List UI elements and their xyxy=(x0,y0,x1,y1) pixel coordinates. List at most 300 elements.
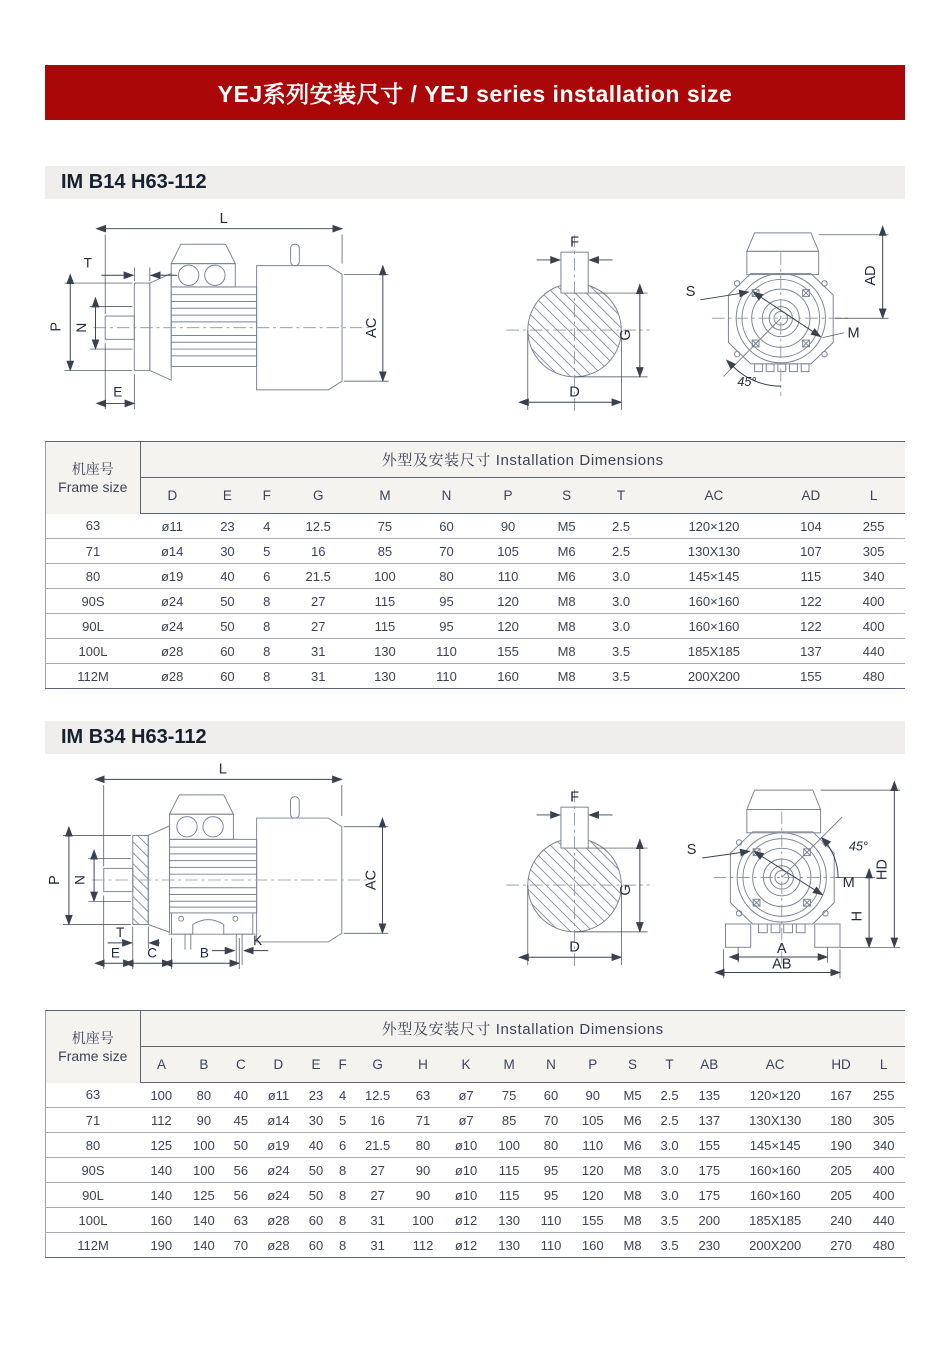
dim-cell: 160 xyxy=(477,664,540,689)
dim-cell: 3.5 xyxy=(594,639,648,664)
column-header-E: E xyxy=(204,478,250,514)
dim-cell: M8 xyxy=(614,1183,651,1208)
table-row xyxy=(46,1083,906,1108)
dim-label-AC: AC xyxy=(363,869,380,891)
dim-cell: 115 xyxy=(354,614,417,639)
dim-cell: ø14 xyxy=(140,539,204,564)
dim-cell: 8 xyxy=(332,1158,354,1183)
dim-cell: 130 xyxy=(488,1208,531,1233)
dim-cell: 175 xyxy=(688,1158,731,1183)
table-row xyxy=(46,514,906,539)
dim-cell: 2.5 xyxy=(651,1108,688,1133)
motor-face-outline xyxy=(712,233,850,396)
dim-cell: M5 xyxy=(623,1087,642,1103)
column-header-A: A xyxy=(140,1047,183,1083)
dim-cell: 30 xyxy=(300,1108,331,1133)
dim-cell: 135 xyxy=(698,1087,721,1103)
dim-cell: 155 xyxy=(572,1208,615,1233)
dim-cell: 70 xyxy=(530,1108,571,1133)
dim-cell: 175 xyxy=(688,1183,731,1208)
dim-cell: 190 xyxy=(820,1133,863,1158)
dim-cell: 95 xyxy=(530,1183,571,1208)
dim-cell: ø7 xyxy=(458,1087,474,1103)
dim-label-B: B xyxy=(199,945,209,961)
dim-label-M: M xyxy=(847,325,860,342)
dim-cell: M8 xyxy=(539,589,593,614)
dim-cell: 60 xyxy=(300,1233,331,1258)
dim-label-D: D xyxy=(569,384,580,401)
dim-cell: 70 xyxy=(416,539,476,564)
dim-cell: 400 xyxy=(842,614,905,639)
dim-cell: 60 xyxy=(543,1087,559,1103)
column-header-HD: HD xyxy=(820,1047,863,1083)
dim-cell: 155 xyxy=(688,1133,731,1158)
dim-cell: M8 xyxy=(614,1158,651,1183)
frame-size-cell: 100L xyxy=(46,1208,141,1233)
dim-cell: 8 xyxy=(332,1183,354,1208)
frame-size-cell: 112M xyxy=(46,1233,141,1258)
frame-size-header-zh: 机座号 xyxy=(71,1029,114,1046)
b14-front-view-drawing xyxy=(677,205,905,415)
b14-side-view-drawing xyxy=(45,205,477,431)
dim-cell: 30 xyxy=(204,539,250,564)
dim-cell: 400 xyxy=(862,1158,905,1183)
b34-dimensions-table xyxy=(45,1010,905,1258)
column-header-T: T xyxy=(594,478,648,514)
dim-cell: 100 xyxy=(150,1087,173,1103)
dim-cell: 4 xyxy=(339,1087,347,1103)
column-header-D: D xyxy=(140,478,204,514)
dim-cell: 120 xyxy=(572,1158,615,1183)
dim-cell: 3.0 xyxy=(594,589,648,614)
dim-cell: 110 xyxy=(416,639,476,664)
dim-cell: 185X185 xyxy=(731,1208,820,1233)
dim-label-N: N xyxy=(72,875,88,885)
dim-cell: ø10 xyxy=(444,1158,488,1183)
column-header-F: F xyxy=(332,1047,354,1083)
dim-cell: 40 xyxy=(233,1087,249,1103)
dim-cell: ø24 xyxy=(257,1183,301,1208)
dim-label-E: E xyxy=(113,384,123,400)
section-heading-b14: IM B14 H63-112 xyxy=(45,166,905,199)
b34-front-view-drawing xyxy=(677,760,905,990)
column-header-N: N xyxy=(530,1047,571,1083)
column-header-M: M xyxy=(354,478,417,514)
dim-cell: 305 xyxy=(842,539,905,564)
dim-cell: 400 xyxy=(862,1183,905,1208)
column-header-C: C xyxy=(225,1047,256,1083)
dim-cell: ø7 xyxy=(444,1108,488,1133)
dim-cell: 60 xyxy=(439,518,454,534)
dim-cell: 105 xyxy=(572,1108,615,1133)
dim-cell: 56 xyxy=(225,1183,256,1208)
dim-label-G: G xyxy=(618,329,635,341)
dim-cell: 125 xyxy=(140,1133,183,1158)
dim-cell: M6 xyxy=(539,539,593,564)
dim-cell: 130 xyxy=(354,639,417,664)
table-row xyxy=(46,564,906,589)
dim-cell: 145×145 xyxy=(731,1133,820,1158)
dim-cell: ø28 xyxy=(140,664,204,689)
table-row xyxy=(46,1108,906,1133)
dim-cell: ø10 xyxy=(444,1183,488,1208)
dimensions xyxy=(687,790,900,978)
dim-cell: 80 xyxy=(402,1133,445,1158)
dim-cell: 480 xyxy=(842,664,905,689)
dim-cell: 2.5 xyxy=(594,539,648,564)
dim-cell: 27 xyxy=(283,589,354,614)
dim-cell: 120×120 xyxy=(688,518,740,534)
dim-label-T: T xyxy=(83,255,92,271)
dim-cell: ø14 xyxy=(257,1108,301,1133)
dim-cell: 100 xyxy=(402,1208,445,1233)
dim-label-M: M xyxy=(842,875,855,892)
motor-outline xyxy=(92,795,369,965)
column-letters-row xyxy=(46,478,906,514)
dim-cell: 110 xyxy=(530,1233,571,1258)
table-header-row xyxy=(46,1011,906,1047)
page-title: YEJ系列安装尺寸 / YEJ series installation size xyxy=(217,81,733,107)
table-row xyxy=(46,664,906,689)
installation-dimensions-header: 外型及安装尺寸 Installation Dimensions xyxy=(140,442,905,478)
dim-cell: 95 xyxy=(530,1158,571,1183)
dim-cell: 110 xyxy=(572,1133,615,1158)
table-row xyxy=(46,1233,906,1258)
dim-cell: 145×145 xyxy=(648,564,779,589)
dim-cell: ø11 xyxy=(161,518,183,534)
b14-shaft-view-drawing xyxy=(482,205,672,425)
dim-cell: 240 xyxy=(820,1208,863,1233)
dim-cell: 21.5 xyxy=(283,564,354,589)
b34-side-view-drawing xyxy=(45,760,477,1000)
frame-size-cell: 71 xyxy=(46,539,141,564)
dim-cell: 100 xyxy=(354,564,417,589)
dim-cell: 185X185 xyxy=(648,639,779,664)
dim-cell: 6 xyxy=(332,1133,354,1158)
column-header-E: E xyxy=(300,1047,331,1083)
page-content xyxy=(45,65,905,1258)
dim-cell: 115 xyxy=(488,1158,531,1183)
b34-shaft-view-drawing xyxy=(482,760,672,980)
dim-cell: 3.0 xyxy=(594,564,648,589)
dim-cell: 230 xyxy=(688,1233,731,1258)
dim-label-C: C xyxy=(147,945,158,961)
dim-cell: ø19 xyxy=(257,1133,301,1158)
dim-cell: ø28 xyxy=(140,639,204,664)
frame-size-cell: 80 xyxy=(46,564,141,589)
dim-cell: 31 xyxy=(283,664,354,689)
dim-cell: M6 xyxy=(614,1133,651,1158)
dim-cell: 50 xyxy=(300,1158,331,1183)
dim-cell: 50 xyxy=(300,1183,331,1208)
frame-size-cell: 90S xyxy=(46,1158,141,1183)
table-row xyxy=(46,589,906,614)
dim-cell: ø24 xyxy=(257,1158,301,1183)
dim-label-P: P xyxy=(47,875,64,885)
dim-cell: ø12 xyxy=(444,1233,488,1258)
dim-cell: 200X200 xyxy=(648,664,779,689)
dim-cell: 120×120 xyxy=(749,1087,801,1103)
dim-cell: 56 xyxy=(225,1158,256,1183)
dim-label-K: K xyxy=(253,932,263,948)
dim-cell: 112 xyxy=(402,1233,445,1258)
dim-cell: M8 xyxy=(539,614,593,639)
table-header-row xyxy=(46,442,906,478)
dim-cell: 205 xyxy=(820,1183,863,1208)
dim-cell: 60 xyxy=(204,664,250,689)
page-title-banner xyxy=(45,65,905,120)
dim-cell: 190 xyxy=(140,1233,183,1258)
frame-size-cell: 90L xyxy=(46,614,141,639)
dim-cell: 50 xyxy=(225,1133,256,1158)
dim-cell: 125 xyxy=(183,1183,226,1208)
dim-cell: 31 xyxy=(354,1208,402,1233)
dim-cell: 110 xyxy=(477,564,540,589)
dim-cell: 12.5 xyxy=(305,518,331,534)
dim-cell: ø28 xyxy=(257,1233,301,1258)
frame-size-cell: 100L xyxy=(46,639,141,664)
frame-size-header-en: Frame size xyxy=(58,1047,128,1064)
table-row xyxy=(46,1158,906,1183)
dim-cell: 100 xyxy=(488,1133,531,1158)
dim-cell: 75 xyxy=(501,1087,517,1103)
dim-cell: 340 xyxy=(842,564,905,589)
dim-cell: 115 xyxy=(354,589,417,614)
column-header-S: S xyxy=(539,478,593,514)
dim-cell: 155 xyxy=(477,639,540,664)
dim-cell: 5 xyxy=(251,539,283,564)
motor-face-outline xyxy=(714,790,852,965)
dim-cell: 200 xyxy=(688,1208,731,1233)
dim-cell: 120 xyxy=(572,1183,615,1208)
dim-label-AB: AB xyxy=(772,956,792,973)
column-header-AD: AD xyxy=(780,478,843,514)
dim-cell: ø24 xyxy=(140,589,204,614)
table-row xyxy=(46,1183,906,1208)
frame-size-cell: 63 xyxy=(85,1087,101,1103)
dim-cell: 50 xyxy=(204,614,250,639)
dim-cell: 130X130 xyxy=(648,539,779,564)
dim-cell: 90 xyxy=(402,1183,445,1208)
dim-cell: 23 xyxy=(308,1087,324,1103)
dim-cell: 137 xyxy=(688,1108,731,1133)
dim-cell: 71 xyxy=(402,1108,445,1133)
dim-label-S: S xyxy=(685,283,696,300)
dim-cell: 90 xyxy=(183,1108,226,1133)
dim-cell: M8 xyxy=(539,664,593,689)
dim-cell: 63 xyxy=(225,1208,256,1233)
dim-cell: 6 xyxy=(251,564,283,589)
column-header-G: G xyxy=(283,478,354,514)
dim-cell: 75 xyxy=(377,518,393,534)
section-heading-b34: IM B34 H63-112 xyxy=(45,721,905,754)
column-header-F: F xyxy=(251,478,283,514)
dim-cell: 160×160 xyxy=(731,1183,820,1208)
dim-cell: 50 xyxy=(204,589,250,614)
column-header-B: B xyxy=(183,1047,226,1083)
dim-cell: 140 xyxy=(140,1158,183,1183)
motor-outline xyxy=(94,244,370,390)
frame-size-cell: 112M xyxy=(46,664,141,689)
dim-cell: 90 xyxy=(402,1158,445,1183)
dim-cell: 60 xyxy=(300,1208,331,1233)
dim-cell: 80 xyxy=(416,564,476,589)
dim-cell: 8 xyxy=(332,1233,354,1258)
dim-label-E: E xyxy=(110,945,120,961)
dim-cell: M8 xyxy=(539,639,593,664)
column-header-P: P xyxy=(572,1047,615,1083)
dim-cell: 480 xyxy=(862,1233,905,1258)
dim-label-F: F xyxy=(570,234,580,251)
dim-cell: 16 xyxy=(283,539,354,564)
dim-label-L: L xyxy=(218,761,227,778)
dim-cell: 137 xyxy=(780,639,843,664)
dim-cell: 85 xyxy=(354,539,417,564)
column-header-L: L xyxy=(862,1047,905,1083)
dim-cell: 40 xyxy=(204,564,250,589)
column-header-S: S xyxy=(614,1047,651,1083)
column-header-D: D xyxy=(257,1047,301,1083)
column-header-P: P xyxy=(477,478,540,514)
dim-cell: ø10 xyxy=(444,1133,488,1158)
table-row xyxy=(46,539,906,564)
dim-cell: 8 xyxy=(332,1208,354,1233)
dim-cell: 120 xyxy=(477,589,540,614)
dim-cell: 140 xyxy=(183,1233,226,1258)
dim-cell: ø24 xyxy=(140,614,204,639)
dim-cell: 122 xyxy=(780,614,843,639)
dim-cell: 27 xyxy=(354,1183,402,1208)
dim-cell: 3.5 xyxy=(594,664,648,689)
b14-drawings xyxy=(45,199,905,437)
dim-cell: 400 xyxy=(842,589,905,614)
dim-cell: ø11 xyxy=(267,1087,290,1103)
frame-size-header-zh: 机座号 xyxy=(71,460,114,477)
dim-cell: 3.5 xyxy=(651,1233,688,1258)
dim-cell: 3.0 xyxy=(651,1183,688,1208)
dimensions xyxy=(47,762,388,969)
dim-label-HD: HD xyxy=(874,859,891,881)
dim-cell: 40 xyxy=(300,1133,331,1158)
dim-cell: 31 xyxy=(283,639,354,664)
dim-cell: M6 xyxy=(614,1108,651,1133)
frame-size-cell: 90S xyxy=(46,589,141,614)
dim-label-N: N xyxy=(73,322,89,333)
column-header-H: H xyxy=(402,1047,445,1083)
dim-cell: 85 xyxy=(488,1108,531,1133)
column-header-N: N xyxy=(416,478,476,514)
dim-cell: 305 xyxy=(862,1108,905,1133)
column-header-M: M xyxy=(488,1047,531,1083)
dim-cell: 160×160 xyxy=(731,1158,820,1183)
dim-cell: 90 xyxy=(585,1087,601,1103)
dim-cell: 45 xyxy=(225,1108,256,1133)
dim-cell: 95 xyxy=(416,614,476,639)
dim-cell: 440 xyxy=(842,639,905,664)
dim-label-G: G xyxy=(618,884,635,896)
column-header-AC: AC xyxy=(648,478,779,514)
frame-size-header xyxy=(46,1011,141,1083)
dim-cell: 130 xyxy=(354,664,417,689)
dim-cell: ø28 xyxy=(257,1208,301,1233)
dim-cell: 80 xyxy=(196,1087,212,1103)
dim-label-H: H xyxy=(849,910,866,922)
dim-cell: M8 xyxy=(614,1233,651,1258)
dimensions xyxy=(49,211,389,409)
dim-cell: 115 xyxy=(780,564,843,589)
dim-cell: 16 xyxy=(354,1108,402,1133)
dim-cell: 122 xyxy=(780,589,843,614)
dim-cell: 130X130 xyxy=(731,1108,820,1133)
dim-cell: 31 xyxy=(354,1233,402,1258)
dim-label-T: T xyxy=(116,925,125,941)
dim-cell: 255 xyxy=(872,1087,895,1103)
dim-label-AD: AD xyxy=(862,265,879,286)
dim-cell: 167 xyxy=(830,1087,852,1103)
dim-cell: 160×160 xyxy=(648,589,779,614)
dim-label-F: F xyxy=(570,789,580,806)
dim-cell: 140 xyxy=(140,1183,183,1208)
column-header-AB: AB xyxy=(688,1047,731,1083)
frame-size-cell: 90L xyxy=(46,1183,141,1208)
frame-size-header-en: Frame size xyxy=(58,478,128,495)
table-row xyxy=(46,1208,906,1233)
dim-cell: 110 xyxy=(416,664,476,689)
dim-cell: 120 xyxy=(477,614,540,639)
dimensions xyxy=(686,235,889,389)
dim-cell: M8 xyxy=(614,1208,651,1233)
dim-cell: M5 xyxy=(557,518,576,534)
column-header-AC: AC xyxy=(731,1047,820,1083)
b34-drawings xyxy=(45,754,905,1006)
table-row xyxy=(46,639,906,664)
dim-cell: 107 xyxy=(780,539,843,564)
frame-size-cell: 80 xyxy=(46,1133,141,1158)
dim-cell: 440 xyxy=(862,1208,905,1233)
dim-cell: 3.0 xyxy=(594,614,648,639)
dim-cell: 8 xyxy=(251,664,283,689)
dim-cell: 100 xyxy=(183,1158,226,1183)
dim-cell: 160 xyxy=(572,1233,615,1258)
frame-size-cell: 63 xyxy=(85,518,101,534)
dim-cell: 340 xyxy=(862,1133,905,1158)
dim-cell: 100 xyxy=(183,1133,226,1158)
column-letters-row xyxy=(46,1047,906,1083)
dim-cell: 104 xyxy=(800,518,822,534)
dim-cell: 130 xyxy=(488,1233,531,1258)
dim-label-A: A xyxy=(776,941,787,958)
dim-cell: 90 xyxy=(500,518,516,534)
b14-dimensions-table xyxy=(45,441,905,689)
dim-cell: 4 xyxy=(263,518,271,534)
dim-label-D: D xyxy=(569,939,580,956)
dim-cell: 140 xyxy=(183,1208,226,1233)
table-row xyxy=(46,1133,906,1158)
angle-label-45: 45° xyxy=(848,839,868,854)
dim-cell: 60 xyxy=(204,639,250,664)
dim-cell: ø19 xyxy=(140,564,204,589)
dim-label-S: S xyxy=(686,842,697,859)
dim-cell: 112 xyxy=(140,1108,183,1133)
dim-cell: 110 xyxy=(530,1208,571,1233)
dim-cell: 2.5 xyxy=(612,518,631,534)
column-header-L: L xyxy=(842,478,905,514)
angle-label-45: 45° xyxy=(737,375,757,390)
dim-cell: 160 xyxy=(140,1208,183,1233)
dim-cell: 5 xyxy=(332,1108,354,1133)
dim-cell: 27 xyxy=(283,614,354,639)
column-header-G: G xyxy=(354,1047,402,1083)
